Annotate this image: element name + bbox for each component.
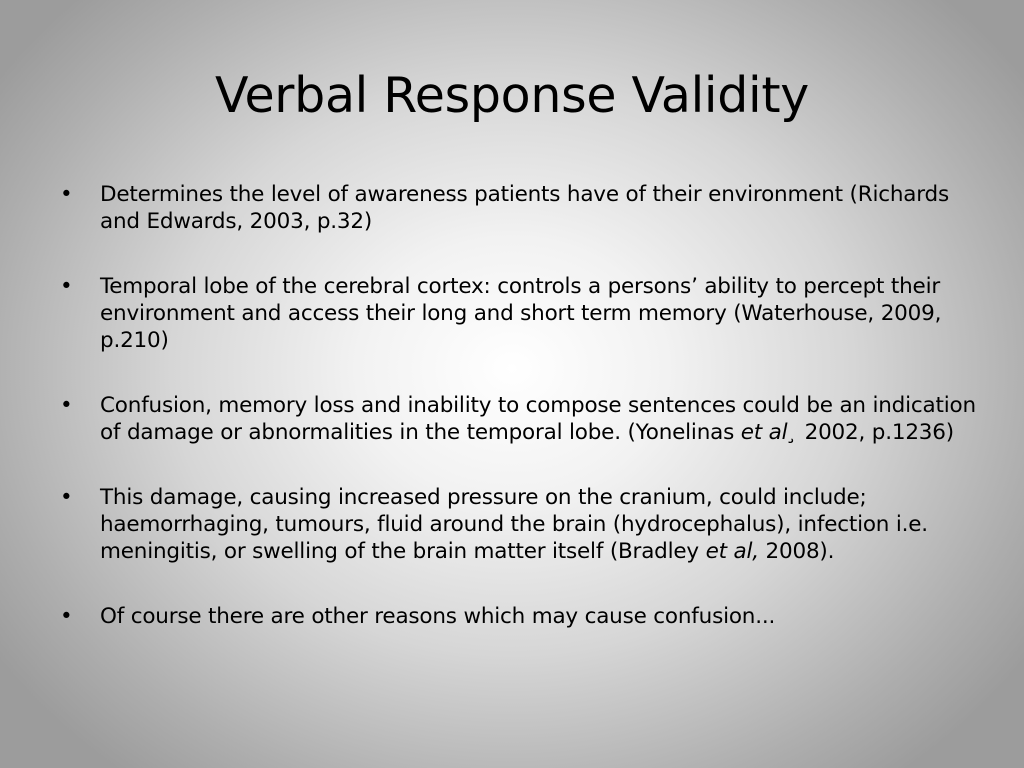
citation-italic-text: et al¸	[740, 420, 798, 445]
bullet-item	[58, 484, 978, 565]
bullet-marker: •	[60, 604, 73, 629]
bullet-marker: •	[60, 274, 73, 299]
bullet-text-segment: Determines the level of awareness patients have of their environment (Richards and Edwards, 2003, p.32)	[100, 182, 949, 234]
bullet-marker: •	[60, 393, 73, 418]
bullet-item	[58, 392, 978, 446]
bullet-item	[58, 603, 978, 630]
bullet-text	[100, 182, 949, 234]
bullet-text	[100, 485, 928, 564]
bullet-item	[58, 181, 978, 235]
bullet-text-segment: Temporal lobe of the cerebral cortex: controls a persons’ ability to percept their environment and access their long and short term memory (Waterhouse, 2009, p.210)	[100, 274, 942, 353]
bullet-item	[58, 273, 978, 354]
bullet-text-segment: This damage, causing increased pressure on the cranium, could include; haemorrhaging, tumours, fluid around the brain (hydrocephalus), infection i.e. meningitis, or swelling of the brain matter itself (Bradley	[100, 485, 928, 564]
bullet-text	[100, 274, 941, 353]
bullet-text-segment: Of course there are other reasons which may cause confusion...	[100, 604, 776, 629]
bullet-marker: •	[60, 485, 73, 510]
slide-title: Verbal Response Validity	[215, 67, 809, 124]
citation-italic-text: et al,	[705, 539, 759, 564]
bullet-text-segment: 2008).	[758, 539, 835, 564]
bullet-text-segment: 2002, p.1236)	[797, 420, 954, 445]
bullet-marker: •	[60, 182, 73, 207]
bullet-text	[100, 604, 775, 629]
bullet-list	[58, 181, 978, 668]
bullet-text	[100, 393, 976, 445]
bullet-text-segment: Confusion, memory loss and inability to compose sentences could be an indication of damage or abnormalities in the temporal lobe. (Yonelinas	[100, 393, 976, 445]
